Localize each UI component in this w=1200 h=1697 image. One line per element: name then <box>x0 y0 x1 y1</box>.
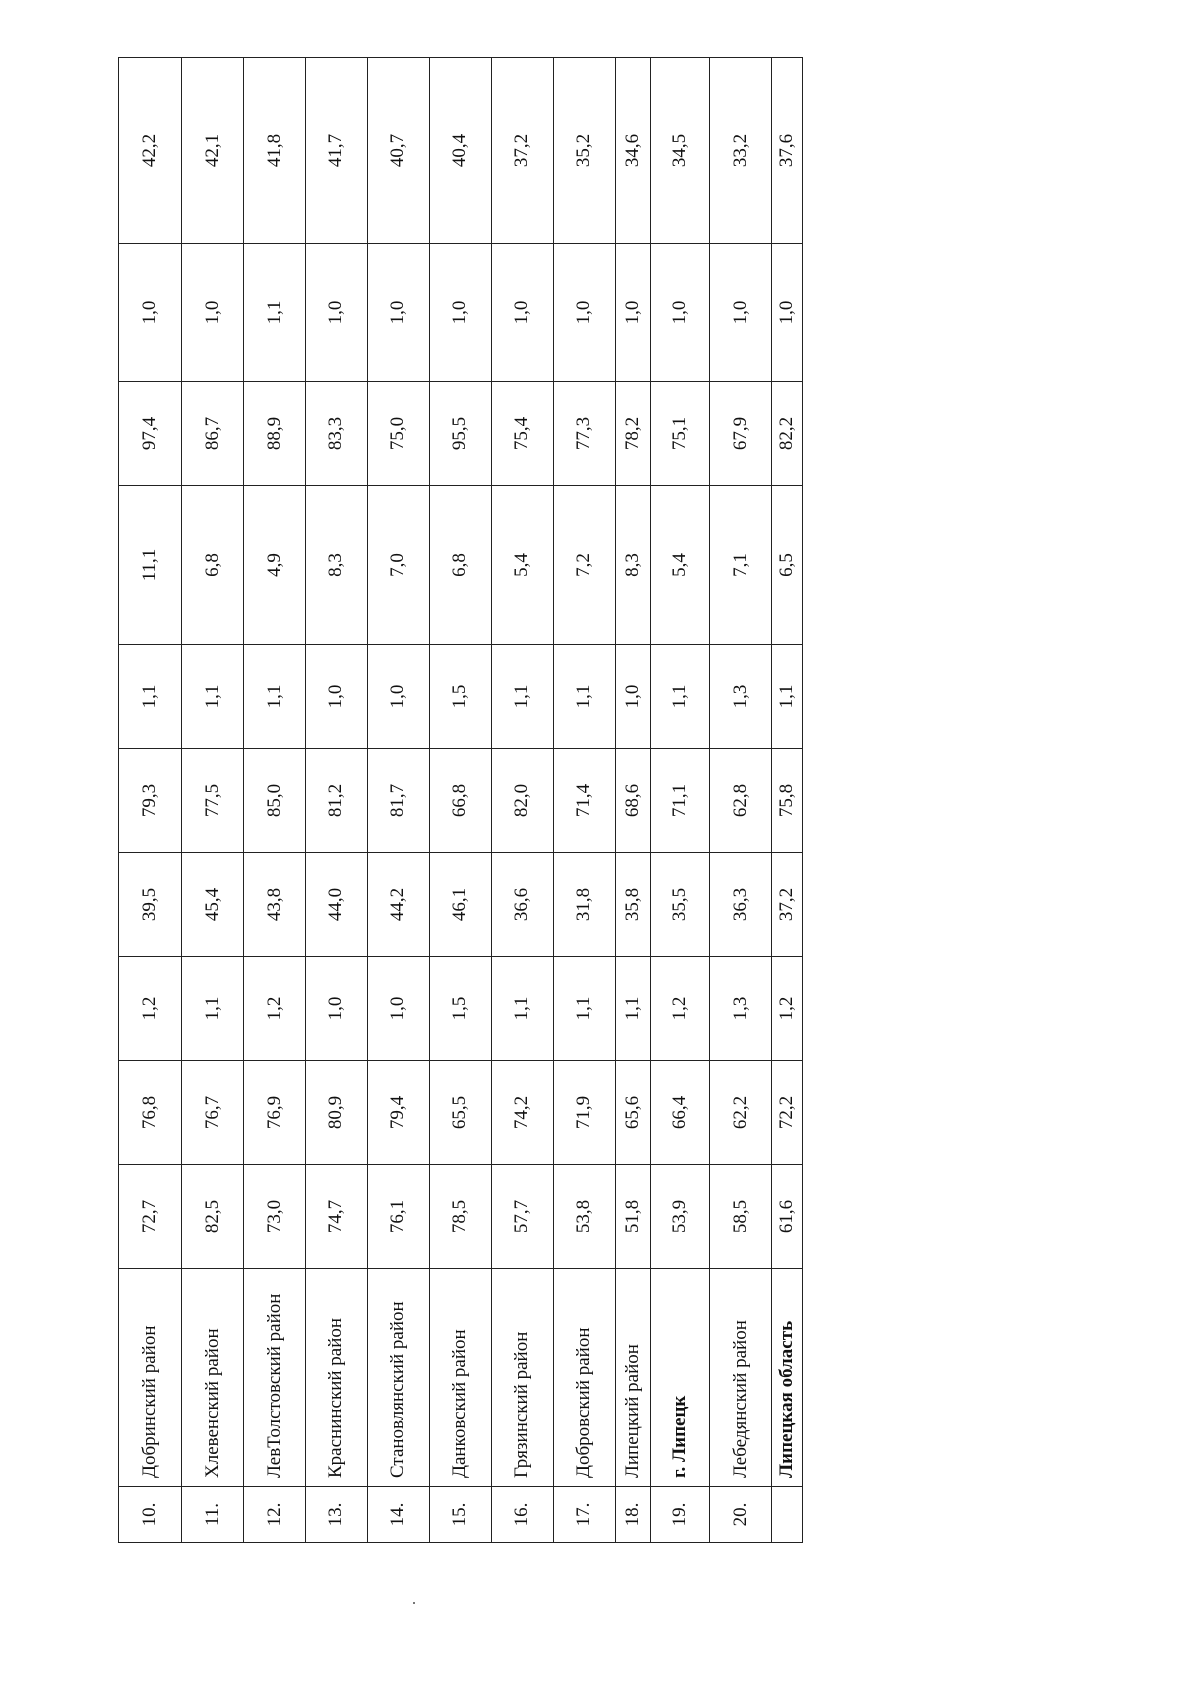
value-cell: 67,9 <box>710 382 772 486</box>
value-cell: 1,1 <box>615 957 650 1061</box>
table-body <box>119 58 803 1543</box>
value-cell: 7,2 <box>553 486 615 645</box>
value-cell: 1,0 <box>367 244 429 382</box>
value-cell: 6,5 <box>772 486 803 645</box>
value-cell: 42,1 <box>182 58 244 244</box>
value-cell: 41,8 <box>244 58 306 244</box>
value-cell: 5,4 <box>650 486 710 645</box>
value-cell: 1,0 <box>306 957 368 1061</box>
district-name-cell: г. Липецк <box>650 1269 710 1487</box>
value-cell: 44,2 <box>367 853 429 957</box>
value-cell: 36,3 <box>710 853 772 957</box>
row-number-cell <box>772 1487 803 1543</box>
value-cell: 53,9 <box>650 1165 710 1269</box>
value-cell: 1,1 <box>119 645 182 749</box>
value-cell: 1,0 <box>119 244 182 382</box>
value-cell: 6,8 <box>182 486 244 645</box>
value-cell: 76,1 <box>367 1165 429 1269</box>
row-number-cell: 11. <box>182 1487 244 1543</box>
row-number-cell: 16. <box>491 1487 553 1543</box>
value-cell: 1,1 <box>553 645 615 749</box>
row-number-cell: 10. <box>119 1487 182 1543</box>
value-cell: 8,3 <box>615 486 650 645</box>
value-cell: 76,7 <box>182 1061 244 1165</box>
table-row <box>182 58 244 1543</box>
table-row <box>710 58 772 1543</box>
district-name-cell: Добровский район <box>553 1269 615 1487</box>
value-cell: 51,8 <box>615 1165 650 1269</box>
value-cell: 1,0 <box>429 244 491 382</box>
district-name-cell: Становлянский район <box>367 1269 429 1487</box>
value-cell: 81,2 <box>306 749 368 853</box>
value-cell: 1,0 <box>772 244 803 382</box>
value-cell: 82,2 <box>772 382 803 486</box>
value-cell: 74,2 <box>491 1061 553 1165</box>
value-cell: 1,1 <box>244 645 306 749</box>
value-cell: 72,7 <box>119 1165 182 1269</box>
table-row <box>306 58 368 1543</box>
value-cell: 35,2 <box>553 58 615 244</box>
value-cell: 1,1 <box>650 645 710 749</box>
value-cell: 85,0 <box>244 749 306 853</box>
value-cell: 1,0 <box>306 244 368 382</box>
value-cell: 40,7 <box>367 58 429 244</box>
value-cell: 73,0 <box>244 1165 306 1269</box>
value-cell: 75,8 <box>772 749 803 853</box>
value-cell: 61,6 <box>772 1165 803 1269</box>
value-cell: 1,0 <box>710 244 772 382</box>
district-name-cell: Данковский район <box>429 1269 491 1487</box>
value-cell: 1,1 <box>553 957 615 1061</box>
value-cell: 1,1 <box>772 645 803 749</box>
value-cell: 86,7 <box>182 382 244 486</box>
value-cell: 37,2 <box>772 853 803 957</box>
value-cell: 65,6 <box>615 1061 650 1165</box>
value-cell: 37,2 <box>491 58 553 244</box>
district-name-cell: Добринский район <box>119 1269 182 1487</box>
value-cell: 81,7 <box>367 749 429 853</box>
value-cell: 34,6 <box>615 58 650 244</box>
rotated-table-container <box>118 58 803 1543</box>
table-row <box>553 58 615 1543</box>
value-cell: 1,1 <box>182 957 244 1061</box>
value-cell: 82,0 <box>491 749 553 853</box>
value-cell: 34,5 <box>650 58 710 244</box>
value-cell: 58,5 <box>710 1165 772 1269</box>
table-row <box>244 58 306 1543</box>
value-cell: 1,5 <box>429 645 491 749</box>
table-row <box>367 58 429 1543</box>
value-cell: 66,4 <box>650 1061 710 1165</box>
district-name-cell: Липецкая область <box>772 1269 803 1487</box>
value-cell: 72,2 <box>772 1061 803 1165</box>
value-cell: 79,4 <box>367 1061 429 1165</box>
table-row <box>650 58 710 1543</box>
value-cell: 83,3 <box>306 382 368 486</box>
value-cell: 79,3 <box>119 749 182 853</box>
row-number-cell: 14. <box>367 1487 429 1543</box>
value-cell: 1,0 <box>615 244 650 382</box>
district-name-cell: Краснинский район <box>306 1269 368 1487</box>
value-cell: 43,8 <box>244 853 306 957</box>
district-statistics-table <box>118 57 803 1543</box>
table-row <box>772 58 803 1543</box>
value-cell: 1,1 <box>244 244 306 382</box>
value-cell: 8,3 <box>306 486 368 645</box>
value-cell: 39,5 <box>119 853 182 957</box>
value-cell: 1,1 <box>491 957 553 1061</box>
value-cell: 41,7 <box>306 58 368 244</box>
value-cell: 36,6 <box>491 853 553 957</box>
value-cell: 75,0 <box>367 382 429 486</box>
value-cell: 77,3 <box>553 382 615 486</box>
value-cell: 1,1 <box>182 645 244 749</box>
district-name-cell: Грязинский район <box>491 1269 553 1487</box>
value-cell: 1,5 <box>429 957 491 1061</box>
row-number-cell: 15. <box>429 1487 491 1543</box>
value-cell: 57,7 <box>491 1165 553 1269</box>
value-cell: 77,5 <box>182 749 244 853</box>
value-cell: 80,9 <box>306 1061 368 1165</box>
value-cell: 7,0 <box>367 486 429 645</box>
table-row <box>119 58 182 1543</box>
value-cell: 1,0 <box>553 244 615 382</box>
value-cell: 1,2 <box>650 957 710 1061</box>
value-cell: 65,5 <box>429 1061 491 1165</box>
row-number-cell: 12. <box>244 1487 306 1543</box>
district-name-cell: ЛевТолстовский район <box>244 1269 306 1487</box>
value-cell: 1,3 <box>710 957 772 1061</box>
value-cell: 68,6 <box>615 749 650 853</box>
value-cell: 71,1 <box>650 749 710 853</box>
value-cell: 75,1 <box>650 382 710 486</box>
row-number-cell: 18. <box>615 1487 650 1543</box>
value-cell: 82,5 <box>182 1165 244 1269</box>
value-cell: 42,2 <box>119 58 182 244</box>
value-cell: 66,8 <box>429 749 491 853</box>
district-name-cell: Липецкий район <box>615 1269 650 1487</box>
value-cell: 62,8 <box>710 749 772 853</box>
district-name-cell: Лебедянский район <box>710 1269 772 1487</box>
value-cell: 1,0 <box>491 244 553 382</box>
value-cell: 45,4 <box>182 853 244 957</box>
value-cell: 74,7 <box>306 1165 368 1269</box>
value-cell: 7,1 <box>710 486 772 645</box>
value-cell: 1,3 <box>710 645 772 749</box>
value-cell: 40,4 <box>429 58 491 244</box>
value-cell: 1,0 <box>182 244 244 382</box>
value-cell: 53,8 <box>553 1165 615 1269</box>
value-cell: 1,0 <box>615 645 650 749</box>
value-cell: 35,5 <box>650 853 710 957</box>
value-cell: 46,1 <box>429 853 491 957</box>
value-cell: 1,0 <box>306 645 368 749</box>
value-cell: 1,2 <box>772 957 803 1061</box>
row-number-cell: 20. <box>710 1487 772 1543</box>
value-cell: 1,0 <box>650 244 710 382</box>
value-cell: 78,5 <box>429 1165 491 1269</box>
value-cell: 35,8 <box>615 853 650 957</box>
value-cell: 97,4 <box>119 382 182 486</box>
value-cell: 11,1 <box>119 486 182 645</box>
value-cell: 1,0 <box>367 645 429 749</box>
value-cell: 62,2 <box>710 1061 772 1165</box>
table-row <box>615 58 650 1543</box>
value-cell: 31,8 <box>553 853 615 957</box>
value-cell: 4,9 <box>244 486 306 645</box>
row-number-cell: 19. <box>650 1487 710 1543</box>
table-row <box>429 58 491 1543</box>
page-speck-mark <box>413 1602 415 1604</box>
value-cell: 33,2 <box>710 58 772 244</box>
value-cell: 95,5 <box>429 382 491 486</box>
row-number-cell: 17. <box>553 1487 615 1543</box>
value-cell: 1,2 <box>119 957 182 1061</box>
value-cell: 71,4 <box>553 749 615 853</box>
value-cell: 1,2 <box>244 957 306 1061</box>
value-cell: 6,8 <box>429 486 491 645</box>
value-cell: 71,9 <box>553 1061 615 1165</box>
value-cell: 78,2 <box>615 382 650 486</box>
value-cell: 88,9 <box>244 382 306 486</box>
table-row <box>491 58 553 1543</box>
district-name-cell: Хлевенский район <box>182 1269 244 1487</box>
value-cell: 76,8 <box>119 1061 182 1165</box>
row-number-cell: 13. <box>306 1487 368 1543</box>
value-cell: 1,1 <box>491 645 553 749</box>
value-cell: 37,6 <box>772 58 803 244</box>
value-cell: 1,0 <box>367 957 429 1061</box>
value-cell: 76,9 <box>244 1061 306 1165</box>
value-cell: 5,4 <box>491 486 553 645</box>
value-cell: 75,4 <box>491 382 553 486</box>
value-cell: 44,0 <box>306 853 368 957</box>
